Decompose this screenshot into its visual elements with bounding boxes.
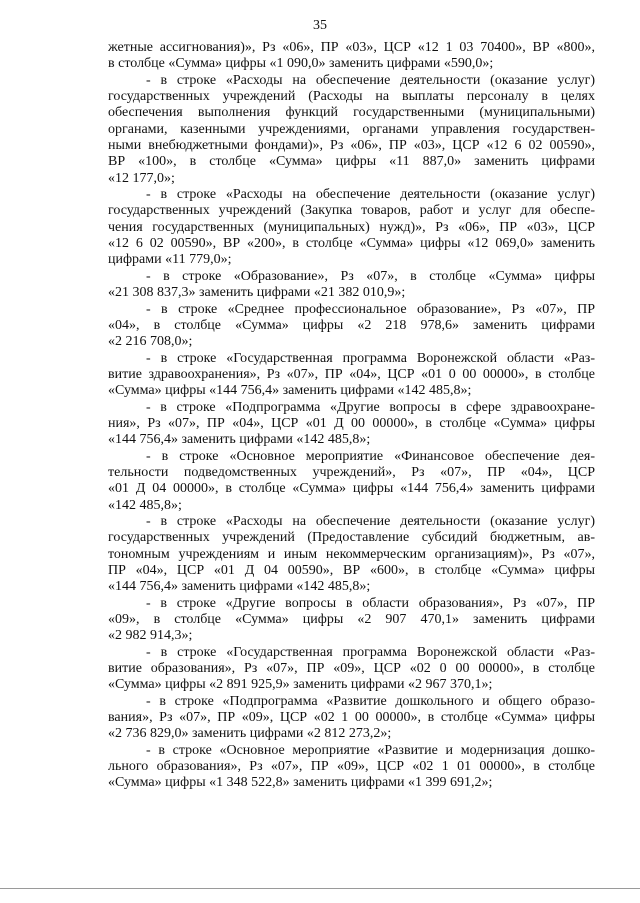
paragraph-first-line: - в строке «Подпрограмма «Развитие дошкольного и общего образо- [146,693,595,709]
paragraph-first-line: - в строке «Расходы на обеспечение деятельности (оказание услуг) [146,187,595,203]
text-line: вания», Рз «07», ПР «09», ЦСР «02 1 00 00000», в столбце «Сумма» цифры [108,710,595,726]
text-line: льного образования», Рз «07», ПР «09», ЦСР «02 1 01 00000», в столбце [108,759,595,775]
text-line: «12 177,0»; [108,170,175,186]
page-number: 35 [313,18,327,33]
text-line: «2 216 708,0»; [108,334,193,350]
page-bottom-divider [0,888,640,889]
text-line: «Сумма» цифры «144 756,4» заменить цифрами «142 485,8»; [108,383,472,399]
text-line: государственных учреждений (Закупка товаров, работ и услуг для обеспе- [108,203,595,219]
text-line: «01 Д 04 00000», в столбце «Сумма» цифры «144 756,4» заменить цифрами [108,481,595,497]
text-line: ными внебюджетными фондами)», Рз «06», ПР «03», ЦСР «12 6 02 00590», [108,138,595,154]
text-line: «144 756,4» заменить цифрами «142 485,8»; [108,432,371,448]
paragraph-first-line: - в строке «Государственная программа Воронежской области «Раз- [146,350,595,366]
document-body [108,40,595,792]
text-line: государственных учреждений (Предоставление субсидий бюджетным, ав- [108,530,595,546]
text-line: «2 982 914,3»; [108,628,193,644]
text-line: ния», Рз «07», ПР «04», ЦСР «01 Д 00 00000», в столбце «Сумма» цифры [108,415,595,431]
text-line: цифрами «11 779,0»; [108,252,232,268]
text-line: «21 308 837,3» заменить цифрами «21 382 010,9»; [108,285,406,301]
paragraph-first-line: - в строке «Основное мероприятие «Развитие и модернизация дошко- [146,742,595,758]
text-line: «Сумма» цифры «1 348 522,8» заменить цифрами «1 399 691,2»; [108,775,493,791]
text-line: тономным учреждениям и иным некоммерческим организациям)», Рз «07», [108,546,595,562]
text-line: государственных учреждений (Расходы на выплаты персоналу в целях [108,89,595,105]
text-line: витие образования», Рз «07», ПР «09», ЦСР «02 0 00 00000», в столбце [108,661,595,677]
text-line: «Сумма» цифры «2 891 925,9» заменить цифрами «2 967 370,1»; [108,677,493,693]
text-line: «12 6 02 00590», ВР «200», в столбце «Сумма» цифры «12 069,0» заменить [108,236,595,252]
text-line: «04», в столбце «Сумма» цифры «2 218 978,6» заменить цифрами [108,317,595,333]
text-line: «142 485,8»; [108,497,182,513]
paragraph-first-line: - в строке «Расходы на обеспечение деятельности (оказание услуг) [146,72,595,88]
paragraph-first-line: - в строке «Государственная программа Воронежской области «Раз- [146,644,595,660]
text-line: «144 756,4» заменить цифрами «142 485,8»; [108,579,371,595]
paragraph-first-line: - в строке «Расходы на обеспечение деятельности (оказание услуг) [146,513,595,529]
text-line: «09», в столбце «Сумма» цифры «2 907 470,1» заменить цифрами [108,612,595,628]
text-line: ПР «04», ЦСР «01 Д 04 00590», ВР «600», в столбце «Сумма» цифры [108,563,595,578]
text-line: обеспечения выполнения функций государственными (муниципальными) [108,105,595,121]
text-line: органами, казенными учреждениями, органами управления государствен- [108,121,595,137]
paragraph-first-line: - в строке «Среднее профессиональное образование», Рз «07», ПР [146,301,595,317]
text-line: ВР «100», в столбце «Сумма» цифры «11 887,0» заменить цифрами [108,154,595,170]
paragraph-first-line: - в строке «Подпрограмма «Другие вопросы в сфере здравоохране- [146,399,595,415]
text-line: жетные ассигнования)», Рз «06», ПР «03», ЦСР «12 1 03 70400», ВР «800», [108,40,595,55]
text-line: витие здравоохранения», Рз «07», ПР «04», ЦСР «01 0 00 00000», в столбце [108,366,595,382]
text-line: «2 736 829,0» заменить цифрами «2 812 273,2»; [108,726,392,742]
text-line: в столбце «Сумма» цифры «1 090,0» заменить цифрами «590,0»; [108,56,494,72]
paragraph-first-line: - в строке «Основное мероприятие «Финансовое обеспечение дея- [146,448,595,464]
text-line: тельности подведомственных учреждений», Рз «07», ПР «04», ЦСР [108,464,595,480]
paragraph-first-line: - в строке «Образование», Рз «07», в столбце «Сумма» цифры [146,268,595,284]
text-line: чения государственных (муниципальных) нужд)», Рз «06», ПР «03», ЦСР [108,219,595,235]
paragraph-first-line: - в строке «Другие вопросы в области образования», Рз «07», ПР [146,595,595,611]
